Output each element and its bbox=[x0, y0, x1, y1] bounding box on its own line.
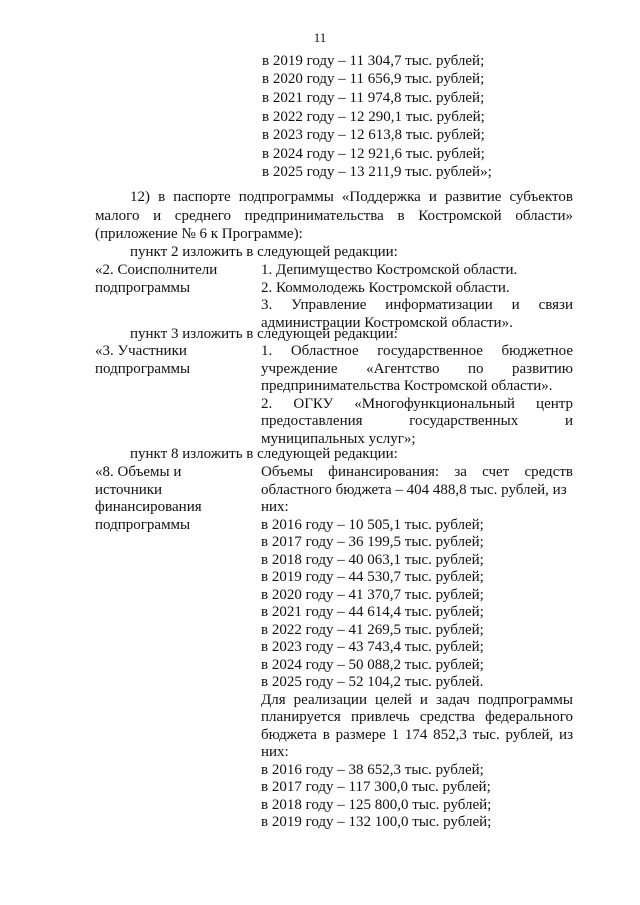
federal-intro-line: бюджета в размере 1 174 852,3 тыс. рублей, из bbox=[261, 726, 573, 743]
punkt8-content bbox=[261, 464, 573, 832]
list-item: в 2019 году – 11 304,7 тыс. рублей; bbox=[262, 53, 485, 69]
punkt3-content: 1. Областное государственное бюджетное учреждение «Агентство по развитию предпринимательства Костромской области». 2. ОГКУ «Многофункциональный центр предоставления государственных и муниципальных услуг»; bbox=[261, 343, 573, 447]
punkt2-heading: пункт 2 изложить в следующей редакции: bbox=[130, 244, 398, 260]
federal-intro-line: Для реализации целей и задач подпрограммы bbox=[261, 691, 573, 708]
list-item: в 2016 году – 38 652,3 тыс. рублей; bbox=[261, 761, 484, 778]
list-item: в 2020 году – 41 370,7 тыс. рублей; bbox=[261, 586, 484, 603]
page-number: 11 bbox=[313, 30, 327, 45]
intro-line: них: bbox=[261, 499, 289, 515]
list-item: в 2024 году – 50 088,2 тыс. рублей; bbox=[261, 656, 484, 673]
list-item: в 2016 году – 10 505,1 тыс. рублей; bbox=[261, 516, 484, 533]
list-item: в 2018 году – 40 063,1 тыс. рублей; bbox=[261, 551, 484, 568]
intro-line: областного бюджета – 404 488,8 тыс. рублей, из bbox=[261, 481, 567, 498]
list-item: в 2017 году – 36 199,5 тыс. рублей; bbox=[261, 534, 484, 550]
punkt8-label: «8. Объемы и источники финансирования подпрограммы bbox=[95, 464, 202, 533]
punkt8-heading: пункт 8 изложить в следующей редакции: bbox=[130, 446, 398, 462]
federal-intro-line: них: bbox=[261, 744, 289, 760]
list-item: в 2021 году – 11 974,8 тыс. рублей; bbox=[262, 90, 485, 106]
federal-intro-line: планируется привлечь средства федерального bbox=[261, 709, 573, 725]
list-item: в 2019 году – 44 530,7 тыс. рублей; bbox=[261, 569, 484, 585]
punkt3-heading: пункт 3 изложить в следующей редакции: bbox=[130, 326, 398, 342]
list-item: в 2023 году – 43 743,4 тыс. рублей; bbox=[261, 639, 484, 655]
list-item: в 2023 году – 12 613,8 тыс. рублей; bbox=[262, 127, 485, 143]
list-item: в 2018 году – 125 800,0 тыс. рублей; bbox=[261, 796, 492, 813]
list-item: в 2025 году – 13 211,9 тыс. рублей»; bbox=[262, 164, 492, 180]
item12-line-1: 12) в паспорте подпрограммы «Поддержка и развитие субъектов bbox=[130, 189, 573, 205]
punkt2-content: 1. Депимущество Костромской области. 2. Коммолодежь Костромской области. 3. Управление информатизации и связи администрации Костромской области». bbox=[261, 262, 573, 331]
intro-line: Объемы финансирования: за счет средств bbox=[261, 464, 573, 480]
list-item: в 2021 году – 44 614,4 тыс. рублей; bbox=[261, 604, 484, 620]
item12-line-3: (приложение № 6 к Программе): bbox=[95, 226, 303, 242]
punkt2-label: «2. Соисполнители подпрограммы bbox=[95, 262, 218, 296]
list-item: в 2025 году – 52 104,2 тыс. рублей. bbox=[261, 674, 484, 690]
list-item: в 2020 году – 11 656,9 тыс. рублей; bbox=[262, 71, 485, 87]
list-item: в 2019 году – 132 100,0 тыс. рублей; bbox=[261, 814, 492, 830]
list-item: в 2017 году – 117 300,0 тыс. рублей; bbox=[261, 779, 491, 795]
list-item: в 2022 году – 12 290,1 тыс. рублей; bbox=[262, 109, 485, 125]
punkt3-label: «3. Участники подпрограммы bbox=[95, 343, 191, 377]
item12-line-2: малого и среднего предпринимательства в Костромской области» bbox=[95, 208, 573, 224]
list-item: в 2024 году – 12 921,6 тыс. рублей; bbox=[262, 146, 485, 162]
list-item: в 2022 году – 41 269,5 тыс. рублей; bbox=[261, 621, 484, 638]
